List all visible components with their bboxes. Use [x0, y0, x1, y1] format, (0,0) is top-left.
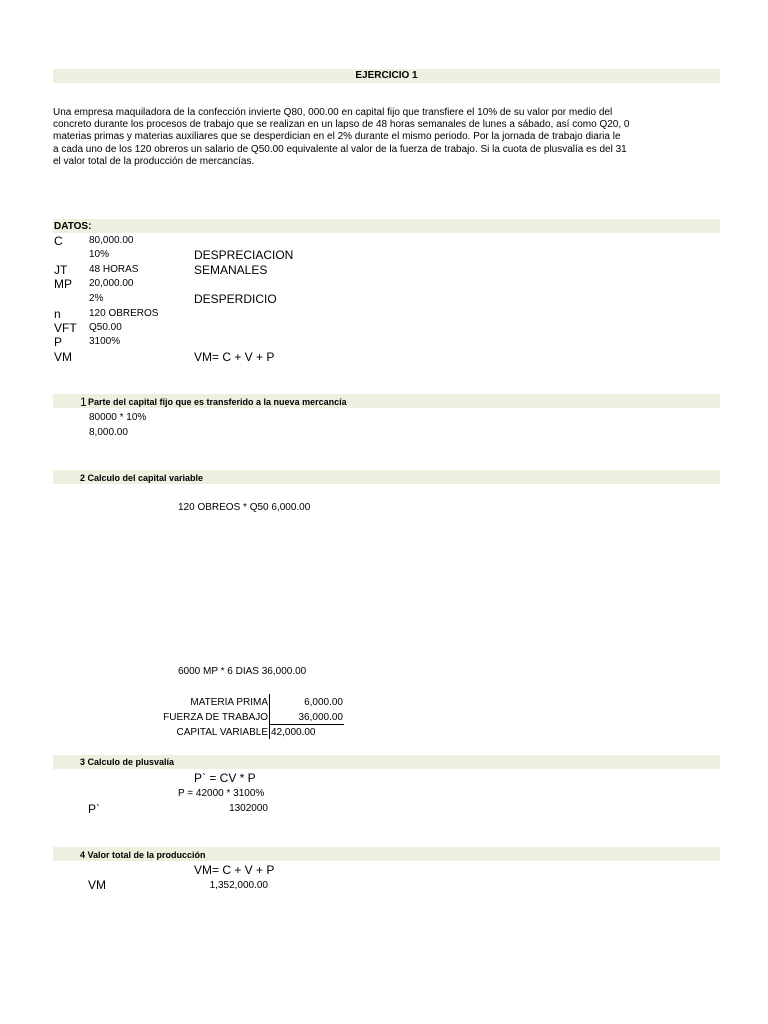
datos-sym: C	[54, 234, 63, 248]
section-3-symbol: P`	[88, 802, 100, 816]
cv-label: FUERZA DE TRABAJO	[163, 712, 268, 723]
section-2-calc-days: 6000 MP * 6 DIAS 36,000.00	[178, 666, 307, 677]
section-2-title: 2 Calculo del capital variable	[80, 473, 204, 483]
cv-total-value: 42,000.00	[271, 727, 316, 738]
cv-value: 6,000.00	[304, 697, 343, 708]
datos-val: Q50.00	[89, 322, 122, 333]
section-4-symbol: VM	[88, 878, 106, 892]
section-4-formula: VM= C + V + P	[194, 863, 275, 877]
datos-val: 120 OBREROS	[89, 308, 159, 319]
section-2-calc-workers: 120 OBREOS * Q50 6,000.00	[178, 502, 311, 513]
problem-line: concreto durante los procesos de trabajo que se realizan en un lapso de 48 horas semanales de lunes a sábado, así como Q20, 0	[53, 119, 630, 131]
problem-line: materias primas y materias auxiliares que se desperdician en el 2% durante el mismo periodo. Por la jornada de trabajo diaria le	[53, 131, 621, 143]
section-1-title: Parte del capital fijo que es transferido a la nueva mercancía	[88, 397, 347, 407]
datos-band	[53, 219, 720, 233]
cv-label: CAPITAL VARIABLE	[176, 727, 268, 738]
section-1-calc: 80000 * 10%	[89, 412, 147, 423]
datos-val: 2%	[89, 293, 104, 304]
cv-vertical-divider	[269, 694, 270, 739]
datos-note: DESPRECIACION	[194, 248, 294, 262]
datos-sym: n	[54, 307, 61, 321]
datos-sym: MP	[54, 277, 72, 291]
section-1-number: 1	[80, 395, 87, 409]
section-3-result: 1302000	[229, 803, 268, 814]
datos-note: DESPERDICIO	[194, 292, 277, 306]
datos-note: SEMANALES	[194, 263, 268, 277]
datos-sym: VM	[54, 350, 72, 364]
problem-line: Una empresa maquiladora de la confección invierte Q80, 000.00 en capital fijo que transfiere el 10% de su valor por medio del	[53, 107, 613, 118]
datos-val: 20,000.00	[89, 278, 134, 289]
section-4-title: 4 Valor total de la producción	[80, 850, 206, 860]
cv-total-rule	[269, 724, 344, 725]
section-4-result: 1,352,000.00	[209, 880, 268, 891]
section-3-calc: P = 42000 * 3100%	[178, 788, 265, 799]
page-title: EJERCICIO 1	[355, 70, 418, 81]
datos-val: 10%	[89, 249, 110, 260]
datos-sym: JT	[54, 263, 68, 277]
cv-label: MATERIA PRIMA	[190, 697, 268, 708]
section-3-formula: P` = CV * P	[194, 771, 256, 785]
datos-val: 80,000.00	[89, 235, 134, 246]
datos-sym: VFT	[54, 321, 77, 335]
problem-statement	[53, 107, 663, 168]
section-1-result: 8,000.00	[89, 427, 128, 438]
cv-value: 36,000.00	[298, 712, 343, 723]
datos-val: 48 HORAS	[89, 264, 139, 275]
section-3-title: 3 Calculo de plusvalía	[80, 757, 175, 767]
datos-note: VM= C + V + P	[194, 350, 275, 364]
datos-sym: P	[54, 335, 63, 349]
problem-line: el valor total de la producción de mercancías.	[53, 155, 255, 167]
datos-val: 3100%	[89, 336, 121, 347]
problem-line: a cada uno de los 120 obreros un salario de Q50.00 equivalente al valor de la fuerza de trabajo. Si la cuota de plusvalía es del 31	[53, 143, 627, 155]
datos-header: DATOS:	[54, 221, 92, 232]
